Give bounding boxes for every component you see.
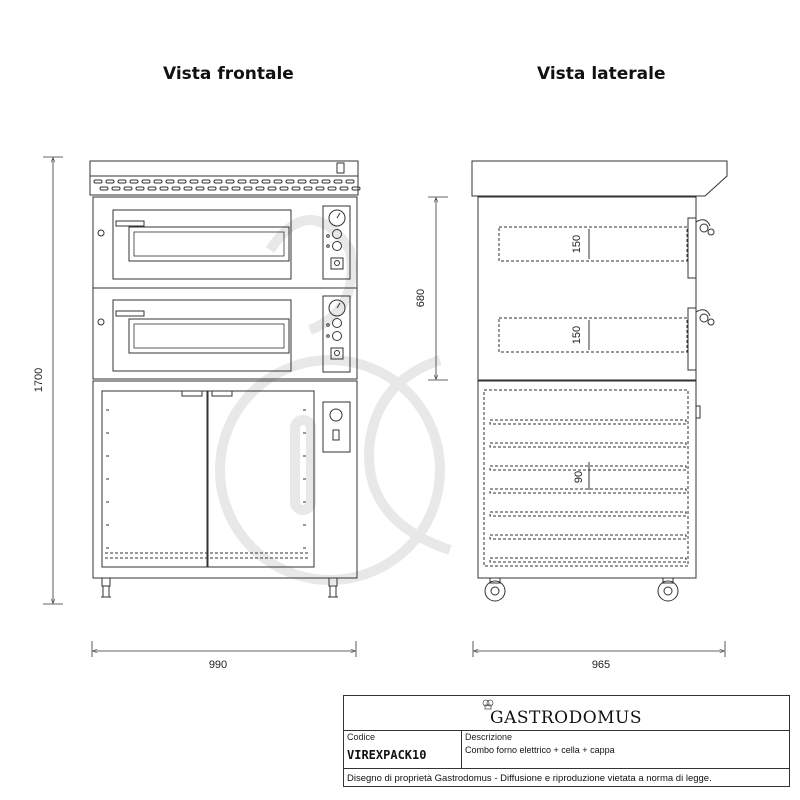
- dim-side-width: 965: [591, 659, 611, 671]
- vent-slot: [256, 187, 264, 190]
- rack-rail: [490, 512, 686, 516]
- vent-slot: [262, 180, 270, 183]
- vent-slot: [118, 180, 126, 183]
- rack-rail: [490, 558, 686, 562]
- code-label: Codice: [347, 732, 376, 742]
- vent-slot: [112, 187, 120, 190]
- dim-chamber-bottom: 150: [571, 325, 583, 345]
- side-dimensions: [428, 197, 725, 657]
- vent-slot: [292, 187, 300, 190]
- vent-slot: [190, 180, 198, 183]
- vent-slot: [304, 187, 312, 190]
- dim-front-width: 990: [208, 659, 228, 671]
- vent-slot: [208, 187, 216, 190]
- code-value: VIREXPACK10: [347, 748, 427, 762]
- vent-slot: [346, 180, 354, 183]
- side-casters: [485, 578, 678, 601]
- rack-rail: [490, 443, 686, 447]
- description-value: Combo forno elettrico + cella + cappa: [465, 745, 615, 755]
- watermark-logo: [220, 220, 450, 580]
- hood-vent-slots: [94, 180, 360, 190]
- brand-name: GASTRODOMUS: [490, 708, 643, 728]
- description-cell: [462, 730, 789, 768]
- vent-slot: [328, 187, 336, 190]
- rack-rail: [490, 535, 686, 539]
- vent-slot: [274, 180, 282, 183]
- vent-slot: [226, 180, 234, 183]
- vent-slot: [202, 180, 210, 183]
- rack-rail: [490, 420, 686, 424]
- vent-slot: [250, 180, 258, 183]
- vent-slot: [340, 187, 348, 190]
- description-label: Descrizione: [465, 732, 513, 742]
- side-proofer-cabinet: [478, 381, 696, 578]
- vent-slot: [286, 180, 294, 183]
- vent-slot: [352, 187, 360, 190]
- dim-chamber-top: 150: [571, 234, 583, 254]
- vent-slot: [334, 180, 342, 183]
- dim-side-oven-height: 680: [415, 288, 427, 308]
- vent-slot: [172, 187, 180, 190]
- vent-slot: [142, 180, 150, 183]
- dim-rack-spacing: 90: [573, 470, 585, 484]
- vent-slot: [244, 187, 252, 190]
- vent-slot: [100, 187, 108, 190]
- rack-rail: [490, 489, 686, 493]
- copyright-notice: Disegno di proprietà Gastrodomus - Diffusione e riproduzione vietata a norma di legge.: [347, 773, 712, 784]
- vent-slot: [310, 180, 318, 183]
- vent-slot: [214, 180, 222, 183]
- vent-slot: [196, 187, 204, 190]
- vent-slot: [166, 180, 174, 183]
- vent-slot: [130, 180, 138, 183]
- side-oven-body: [478, 197, 696, 380]
- title-block-info-row: [344, 730, 789, 769]
- vent-slot: [322, 180, 330, 183]
- vent-slot: [316, 187, 324, 190]
- vent-slot: [232, 187, 240, 190]
- vent-slot: [136, 187, 144, 190]
- vent-slot: [148, 187, 156, 190]
- front-view-title: Vista frontale: [163, 64, 294, 84]
- vent-slot: [298, 180, 306, 183]
- vent-slot: [160, 187, 168, 190]
- vent-slot: [94, 180, 102, 183]
- rack-rail: [490, 466, 686, 470]
- vent-slot: [184, 187, 192, 190]
- side-view-title: Vista laterale: [537, 64, 666, 84]
- vent-slot: [106, 180, 114, 183]
- code-cell: [344, 730, 462, 768]
- side-view: [472, 161, 727, 601]
- title-block: [343, 695, 790, 787]
- vent-slot: [238, 180, 246, 183]
- title-block-brand-row: [344, 696, 789, 731]
- vent-slot: [220, 187, 228, 190]
- vent-slot: [178, 180, 186, 183]
- vent-slot: [280, 187, 288, 190]
- vent-slot: [268, 187, 276, 190]
- vent-slot: [124, 187, 132, 190]
- dim-front-height: 1700: [33, 367, 45, 393]
- vent-slot: [154, 180, 162, 183]
- oven-door-top: [113, 210, 291, 279]
- side-hood: [472, 161, 727, 196]
